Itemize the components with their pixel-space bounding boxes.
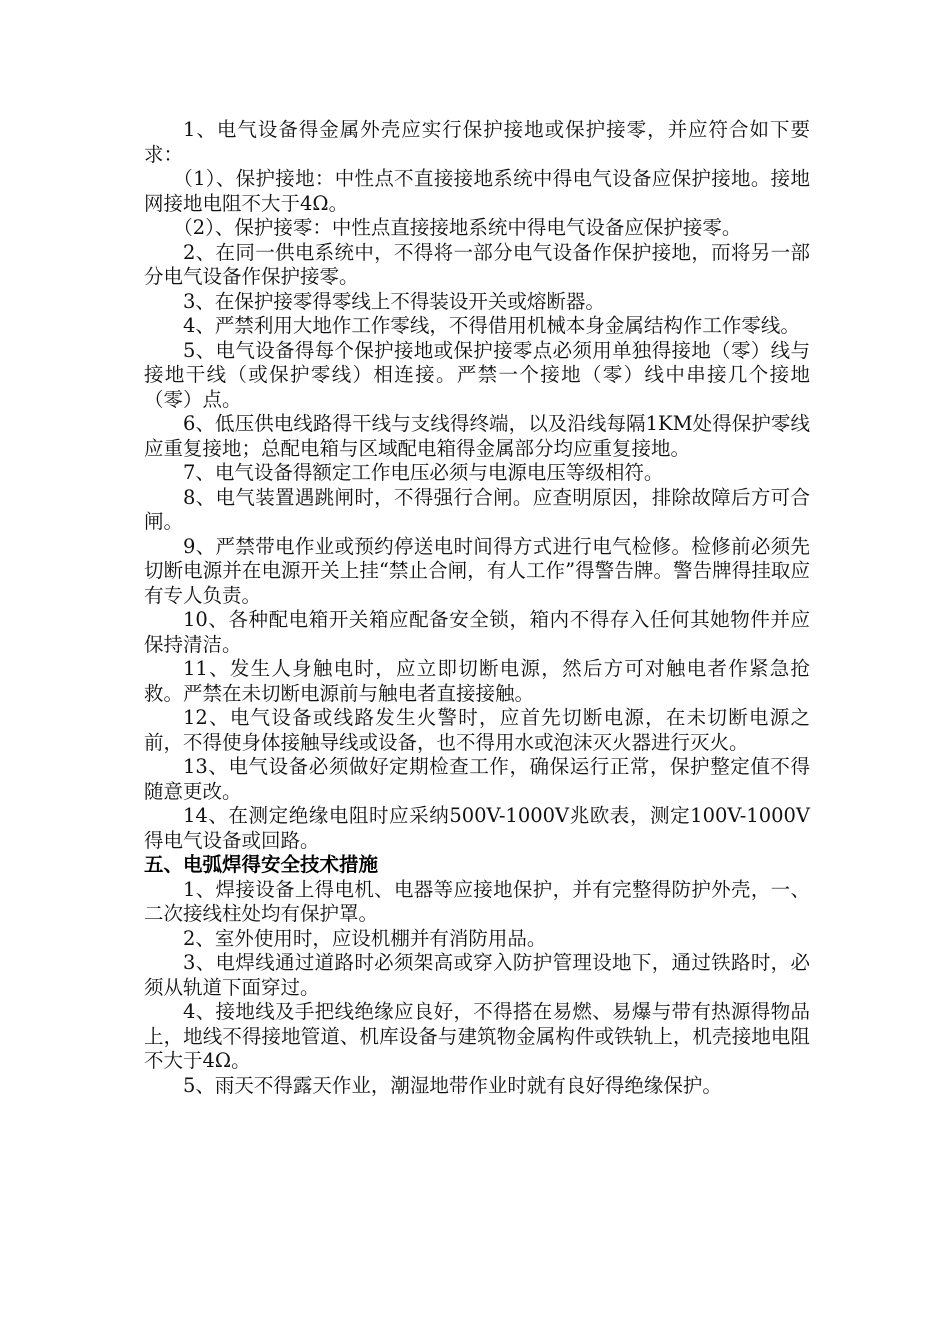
paragraph: 14、在测定绝缘电阻时应采纳500V-1000V兆欧表，测定100V-1000V得电气设备或回路。 — [144, 804, 810, 852]
paragraph: 8、电气装置遇跳闸时，不得强行合闸。应查明原因，排除故障后方可合闸。 — [144, 485, 810, 533]
paragraph: 5、电气设备得每个保护接地或保护接零点必须用单独得接地（零）线与接地干线（或保护零线）相连接。严禁一个接地（零）线中串接几个接地（零）点。 — [144, 338, 810, 411]
paragraph: 12、电气设备或线路发生火警时，应首先切断电源，在未切断电源之前，不得使身体接触导线或设备，也不得用水或泡沫灭火器进行灭火。 — [144, 706, 810, 754]
paragraph: 11、发生人身触电时，应立即切断电源，然后方可对触电者作紧急抢救。严禁在未切断电源前与触电者直接接触。 — [144, 657, 810, 705]
paragraph: 13、电气设备必须做好定期检查工作，确保运行正常，保护整定值不得随意更改。 — [144, 755, 810, 803]
paragraph: 10、各种配电箱开关箱应配备安全锁，箱内不得存入任何其她物件并应保持清洁。 — [144, 608, 810, 656]
paragraph: 4、接地线及手把线绝缘应良好，不得搭在易燃、易爆与带有热源得物品上，地线不得接地管道、机库设备与建筑物金属构件或铁轨上，机壳接地电阻不大于4Ω。 — [144, 1000, 810, 1072]
sub-paragraph: （1）、保护接地：中性点不直接接地系统中得电气设备应保护接地。接地网接地电阻不大于4Ω。 — [144, 167, 810, 215]
paragraph: 3、在保护接零得零线上不得装设开关或熔断器。 — [183, 289, 605, 313]
paragraph: 4、严禁利用大地作工作零线，不得借用机械本身金属结构作工作零线。 — [183, 314, 800, 337]
paragraph: 2、室外使用时，应设机棚并有消防用品。 — [183, 926, 547, 950]
section-heading: 五、电弧焊得安全技术措施 — [144, 853, 379, 876]
paragraph: 1、焊接设备上得电机、电器等应接地保护，并有完整得防护外壳，一、二次接线柱处均有保护罩。 — [144, 877, 810, 925]
document-body — [144, 118, 810, 1098]
paragraph: 7、电气设备得额定工作电压必须与电源电压等级相符。 — [183, 461, 664, 484]
paragraph: 2、在同一供电系统中，不得将一部分电气设备作保护接地，而将另一部分电气设备作保护接零。 — [144, 240, 810, 288]
paragraph: 1、电气设备得金属外壳应实行保护接地或保护接零，并应符合如下要求： — [144, 118, 810, 166]
paragraph: 3、电焊线通过道路时必须架高或穿入防护管理设地下，通过铁路时，必须从轨道下面穿过。 — [144, 951, 810, 999]
paragraph: 5、雨天不得露天作业，潮湿地带作业时就有良好得绝缘保护。 — [183, 1073, 722, 1097]
paragraph: 9、严禁带电作业或预约停送电时间得方式进行电气检修。检修前必须先切断电源并在电源开关上挂“禁止合闸，有人工作”得警告牌。警告牌得挂取应有专人负责。 — [144, 534, 810, 607]
sub-paragraph: （2）、保护接零：中性点直接接地系统中得电气设备应保护接零。 — [173, 216, 742, 239]
paragraph: 6、低压供电线路得干线与支线得终端，以及沿线每隔1KM处得保护零线应重复接地；总配电箱与区域配电箱得金属部分均应重复接地。 — [144, 412, 810, 460]
